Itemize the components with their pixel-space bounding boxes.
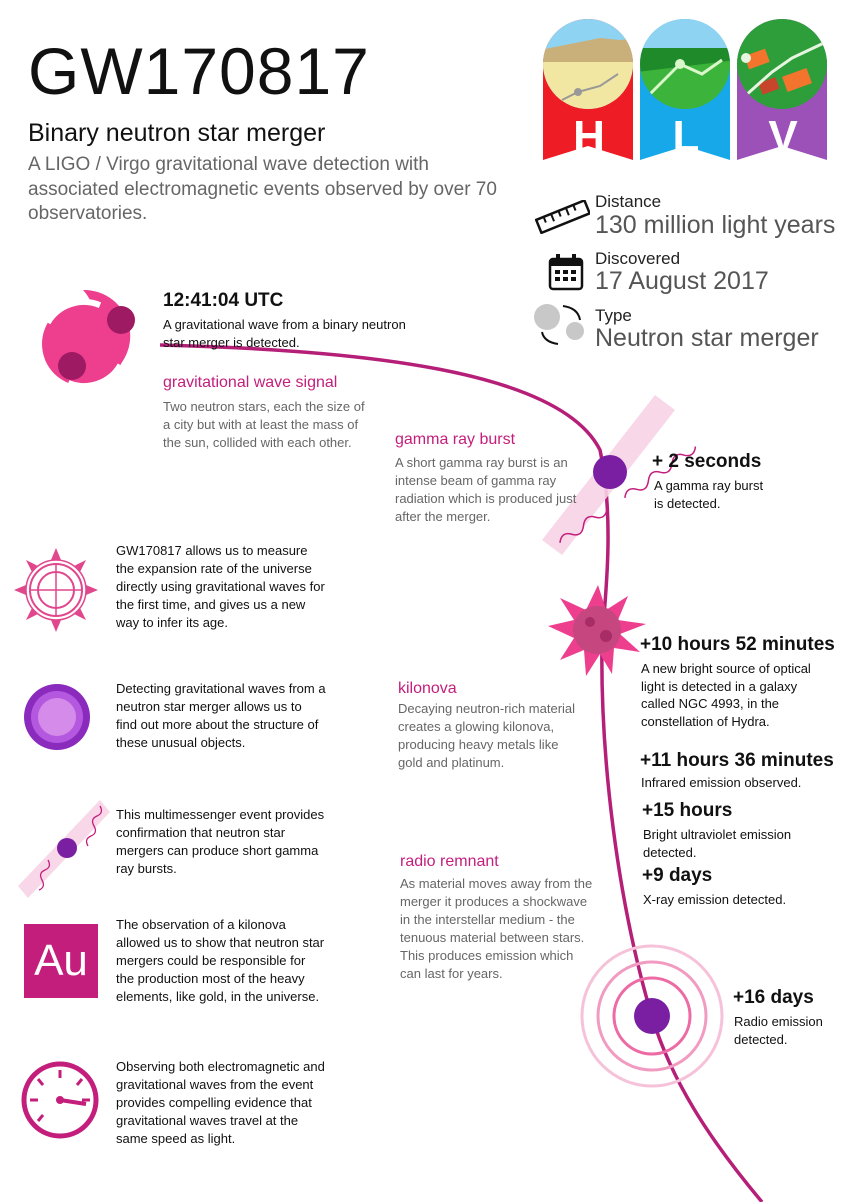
expansion-star-icon xyxy=(14,548,98,632)
xray-time: +9 days xyxy=(642,865,713,886)
optical-time: +10 hours 52 minutes xyxy=(640,634,835,655)
side-structure-text: Detecting gravitational waves from a neutron star merger allows us to find out more about the structure of these unusual objects. xyxy=(116,681,326,750)
type-value: Neutron star merger xyxy=(595,324,819,352)
infrared-time: +11 hours 36 minutes xyxy=(640,750,834,771)
radio-time: +16 days xyxy=(733,987,814,1008)
intro-text: A LIGO / Virgo gravitational wave detection with associated electromagnetic events observed by over 70 observatories. xyxy=(28,154,497,225)
multimessenger-icon xyxy=(18,800,110,898)
detector-h: H xyxy=(573,112,605,161)
discovered-label: Discovered xyxy=(595,249,681,268)
kilonova-text: Decaying neutron-rich material creates a glowing kilonova, producing heavy metals like gold and platinum. xyxy=(398,701,576,770)
page-subtitle: Binary neutron star merger xyxy=(28,119,326,147)
neutron-star-icon xyxy=(24,684,90,750)
xray-text: X-ray emission detected. xyxy=(643,892,787,907)
discovered-value: 17 August 2017 xyxy=(595,267,769,295)
start-time: 12:41:04 UTC xyxy=(163,290,284,311)
type-label: Type xyxy=(595,306,632,325)
uv-text: Bright ultraviolet emission detected. xyxy=(643,827,792,860)
page-title: GW170817 xyxy=(28,34,370,108)
kilonova-icon xyxy=(548,585,646,676)
side-expansion-text: GW170817 allows us to measure the expansion rate of the universe directly using gravitational waves for the first time, and gives us a new way to infer its age. xyxy=(116,543,325,630)
gw-signal-text: Two neutron stars, each the size of a city but with at least the mass of the sun, collided with each other. xyxy=(163,399,365,450)
gamma-text: A gamma ray burst is detected. xyxy=(654,478,764,511)
distance-value: 130 million light years xyxy=(595,211,836,239)
radio-text: Radio emission detected. xyxy=(734,1014,823,1047)
side-multimessenger-text: This multimessenger event provides confirmation that neutron star mergers can produce short gamma ray bursts. xyxy=(116,807,325,876)
grb-text: A short gamma ray burst is an intense beam of gamma ray radiation which is produced just after the merger. xyxy=(395,455,577,524)
speedometer-icon xyxy=(24,1064,96,1136)
gold-symbol: Au xyxy=(34,936,88,985)
detector-v: V xyxy=(768,112,798,161)
merger-icon xyxy=(27,287,142,402)
start-text: A gravitational wave from a binary neutron star merger is detected. xyxy=(163,317,406,350)
radio-remnant-icon xyxy=(582,946,722,1086)
kilonova-title: kilonova xyxy=(398,680,457,697)
infrared-text: Infrared emission observed. xyxy=(641,775,802,790)
gw-signal-title: gravitational wave signal xyxy=(163,374,338,391)
side-gold-text: The observation of a kilonova allowed us to show that neutron star mergers could be responsible for the production most of the heavy elements, like gold, in the universe. xyxy=(116,917,325,1004)
radio-remnant-text: As material moves away from the merger it produces a shockwave in the interstellar medium - the tenuous material between stars. This produces emission which can last for years. xyxy=(400,876,593,981)
grb-title: gamma ray burst xyxy=(395,431,516,448)
distance-label: Distance xyxy=(595,192,662,211)
optical-text: A new bright source of optical light is detected in a galaxy called NGC 4993, in the constellation of Hydra. xyxy=(641,661,811,729)
radio-remnant-title: radio remnant xyxy=(400,853,499,870)
detector-l: L xyxy=(672,112,700,161)
uv-time: +15 hours xyxy=(642,800,733,821)
side-speed-text: Observing both electromagnetic and gravitational waves from the event provides compelling evidence that gravitational waves travel at the same speed as light. xyxy=(116,1059,325,1146)
gamma-time: + 2 seconds xyxy=(652,451,762,472)
